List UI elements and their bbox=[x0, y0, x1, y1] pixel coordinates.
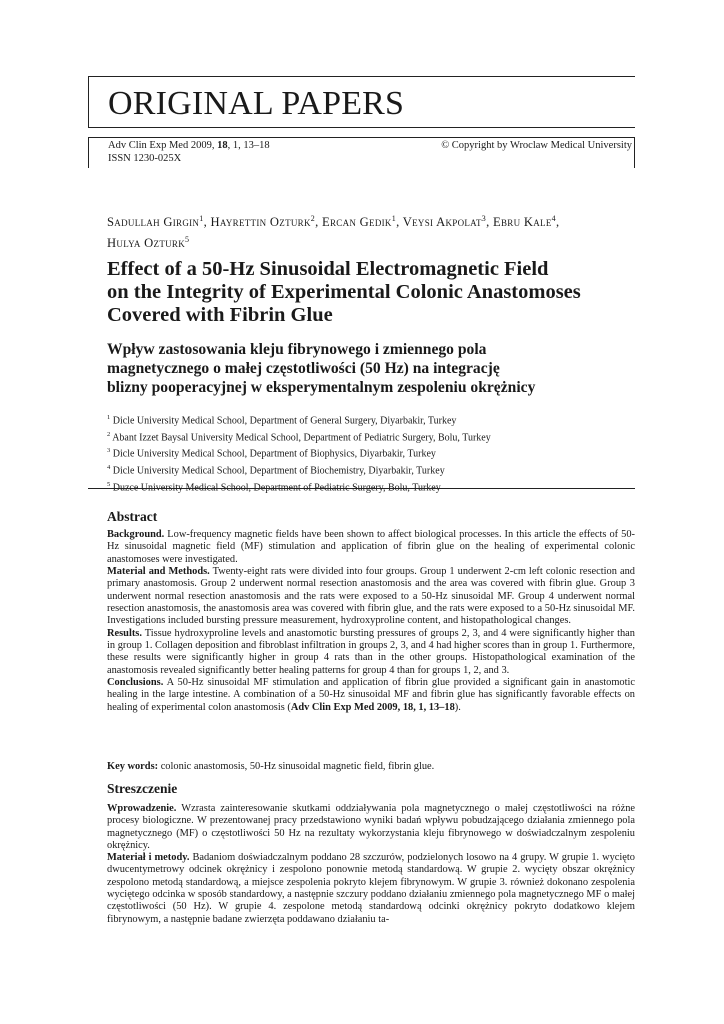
author: Hayrettin Ozturk$^2$, bbox=[210, 214, 322, 230]
section-banner bbox=[88, 76, 635, 128]
streszczenie-body bbox=[107, 803, 635, 926]
author: Sadullah Girgin$^1$, bbox=[107, 214, 211, 230]
keywords: Key words: colonic anastomosis, 50-Hz sinusoidal magnetic field, fibrin glue. bbox=[107, 761, 435, 772]
affiliation: $^5$ Duzce University Medical School, Department of Pediatric Surgery, Bolu, Turkey bbox=[107, 480, 441, 494]
affiliation: $^2$ Abant Izzet Baysal University Medical School, Department of Pediatric Surgery, Bolu, Turkey bbox=[107, 430, 491, 444]
author: Veysi Akpolat$^3$, bbox=[402, 214, 493, 230]
author: Ebru Kale$^4$, bbox=[493, 214, 560, 230]
affiliation: $^4$ Dicle University Medical School, Department of Biochemistry, Diyarbakir, Turkey bbox=[107, 464, 445, 477]
streszczenie-intro: Wprowadzenie. Wzrasta zainteresowanie skutkami oddziaływania pola magnetycznego o małej częstotliwości na różne procesy biologiczne. W prezentowanej pracy przedstawiono wyniki badań wpływu pobudzającego działania zmiennego pola magnetycznego (MF) o częstotliwości 50 Hz na rezultaty wykorzystania kleju fibrynowego w doświadczalnym zespoleniu okrężnicy. bbox=[107, 803, 635, 851]
author: Hulya Ozturk$^5$ bbox=[107, 235, 190, 251]
copyright: © Copyright by Wroclaw Medical University bbox=[441, 140, 632, 151]
author-list bbox=[107, 210, 637, 252]
paper-title-english: Effect of a 50-Hz Sinusoidal Electromagnetic Field on the Integrity of Experimental Colonic Anastomoses Covered with Fibrin Glue bbox=[107, 258, 581, 326]
abstract-methods: Material and Methods. Twenty-eight rats were divided into four groups. Group 1 underwent 2-cm left colonic resection and primary anastomosis. Group 2 underwent normal resection anastomosis and the area was covered with fibrin glue. Group 3 underwent normal resection anastomosis and the rats were exposed to a 50-Hz sinusoidal MF. Group 4 underwent normal resection anastomosis, the anastomosis area was covered with fibrin glue, and the rats were exposed to a 50-Hz sinusoidal MF. Investigations included bursting pressure measurement, hydroxyproline content, and histopathological changes. bbox=[107, 566, 635, 627]
divider bbox=[88, 488, 635, 489]
journal-info-box bbox=[88, 137, 635, 168]
abstract-conclusions: Conclusions. A 50-Hz sinusoidal MF stimulation and application of fibrin glue provided a significant gain in anastomotic healing in the large intestine. A combination of a 50-Hz sinusoidal MF and fibrin glue has significantly favorable effects on healing of experimental colon anastomosis (Adv Clin Exp Med 2009, 18, 1, 13–18). bbox=[107, 677, 635, 713]
paper-title-polish: Wpływ zastosowania kleju fibrynowego i zmiennego pola magnetycznego o małej częstotliwości (50 Hz) na integrację blizny pooperacyjnej w eksperymentalnym zespoleniu okrężnicy bbox=[107, 341, 536, 396]
section-title: ORIGINAL PAPERS bbox=[108, 85, 405, 122]
affiliation: $^1$ Dicle University Medical School, Department of General Surgery, Diyarbakir, Turkey bbox=[107, 414, 457, 427]
author: Ercan Gedik$^1$, bbox=[322, 214, 403, 230]
abstract-heading: Abstract bbox=[107, 509, 158, 524]
affiliation-list bbox=[107, 411, 637, 495]
affiliation: $^3$ Dicle University Medical School, Department of Biophysics, Diyarbakir, Turkey bbox=[107, 447, 436, 460]
streszczenie-heading: Streszczenie bbox=[107, 781, 178, 796]
abstract-body bbox=[107, 529, 635, 714]
streszczenie-methods: Materiał i metody. Badaniom doświadczalnym poddano 28 szczurów, podzielonych losowo na 4 grupy. W grupie 1. wycięto dwucentymetrowy odcinek okrężnicy i zespolono ponownie metodą standardową. W grupie 2. wycięty obszar okrężnicy zespolono metodą standardową, a miejsce zespolenia pokryto klejem fibrynowym. W grupie 3. również dokonano zespolenia wyciętego odcinka w sposób standardowy, a następnie szczury poddano działaniu zmiennego pola magnetycznego MF o małej częstotliwości (50 Hz). W grupie 4. zespolone metodą standardową odcinki okrężnicy pokryto dodatkowo klejem fibrynowym, a następnie badane zwierzęta poddawano działaniu ta- bbox=[107, 852, 635, 925]
journal-citation: Adv Clin Exp Med 2009, 18, 1, 13–18 ISSN 1230-025X bbox=[108, 140, 270, 164]
abstract-background: Background. Low-frequency magnetic fields have been shown to affect biological processes. In this article the effects of 50-Hz sinusoidal magnetic field (MF) stimulation and application of fibrin glue on the healing of experimental colonic anastomoses were investigated. bbox=[107, 529, 635, 565]
abstract-results: Results. Tissue hydroxyproline levels and anastomotic bursting pressures of groups 2, 3, and 4 were significantly higher than in group 1. Collagen deposition and fibroblast infiltration in groups 2, 3, and 4 had higher scores than in group 1. Furthermore, these results were significantly higher in group 4 rats than in the other groups. Histopathological examination of the anastomosis revealed significantly better healing patterns for group 4 than for groups 1, 2, and 3. bbox=[107, 627, 635, 676]
issn: ISSN 1230-025X bbox=[108, 153, 182, 164]
